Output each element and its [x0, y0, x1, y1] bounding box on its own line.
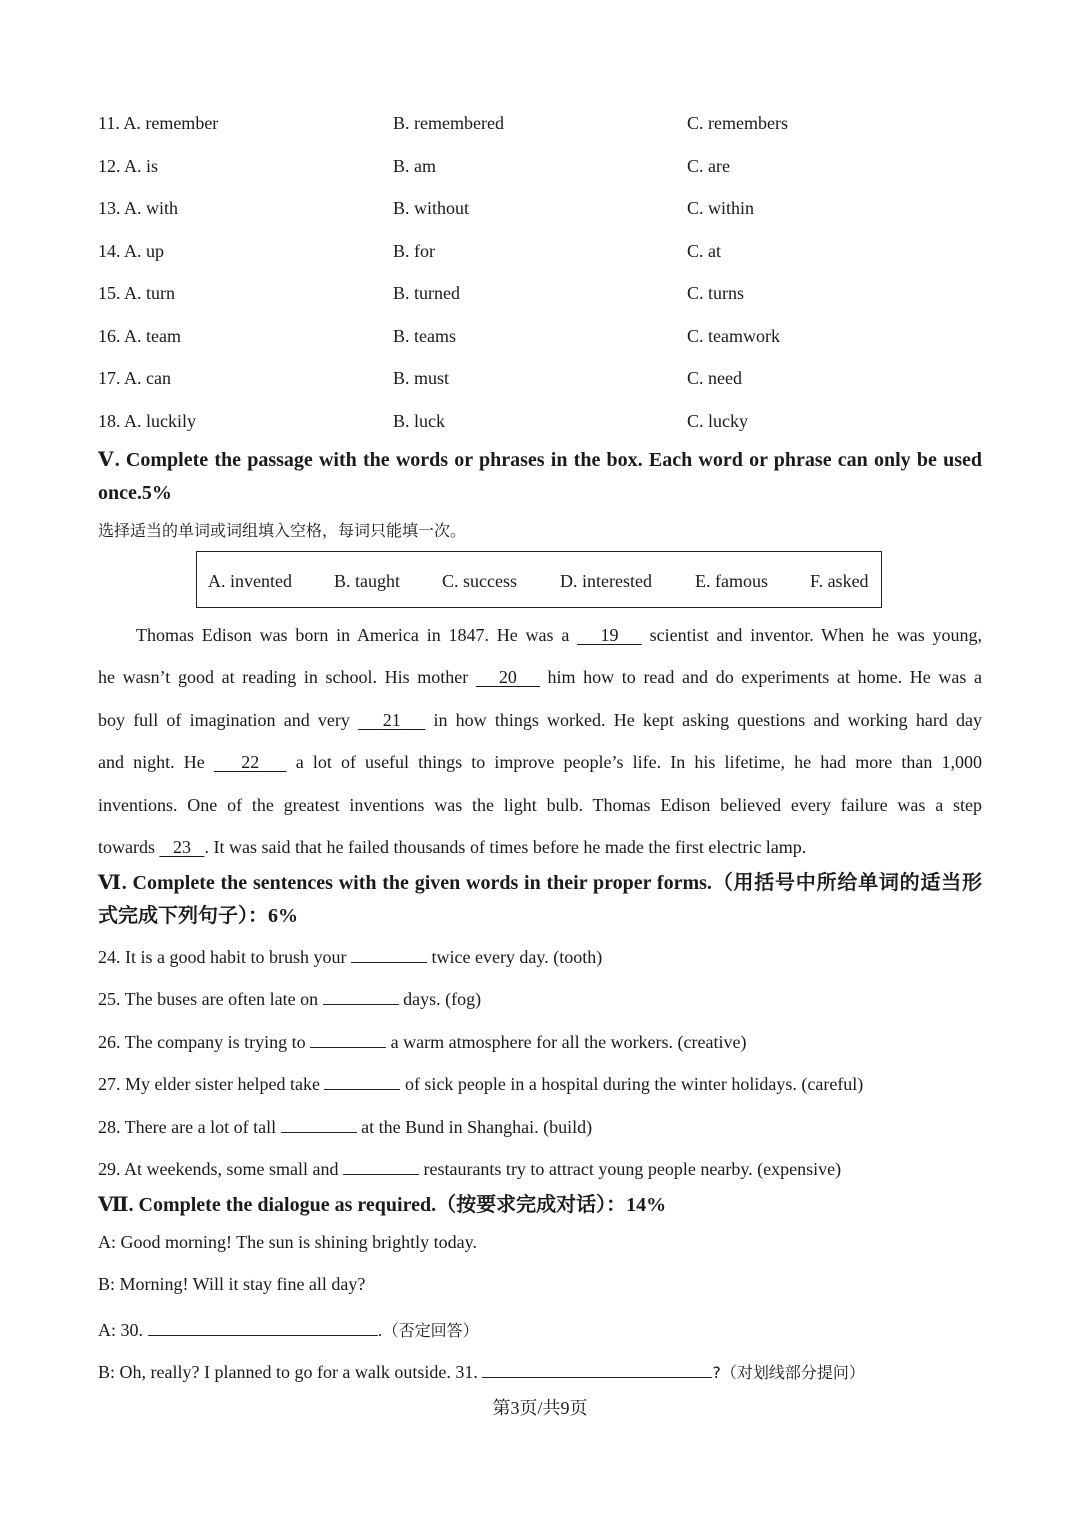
option-c: C. teamwork [687, 326, 780, 346]
word-option: B. taught [334, 571, 400, 591]
section-5-heading: Ⅴ. Complete the passage with the words or phrases in the box. Each word or phrase can only be used once.5% [98, 449, 982, 504]
passage-line: Thomas Edison was born in America in 1847. He was a 19 scientist and inventor. When he was young, [136, 625, 983, 645]
option-row [98, 156, 998, 182]
passage-line: and night. He 22 a lot of useful things to improve people’s life. In his lifetime, he had more than 1,000 [98, 752, 983, 772]
passage-line: inventions. One of the greatest inventions was the light bulb. Thomas Edison believed every failure was a step [98, 795, 982, 815]
sentence-item: 29. At weekends, some small and restaurants try to attract young people nearby. (expensive) [98, 1156, 841, 1180]
answer-blank[interactable] [323, 986, 399, 1005]
blank-23[interactable]: 23 [173, 837, 191, 857]
option-b: B. for [393, 241, 435, 261]
option-c: C. turns [687, 283, 745, 303]
option-row [98, 113, 998, 139]
option-b: B. teams [393, 326, 456, 346]
page-footer: 第3页/共9页 [492, 1398, 588, 1418]
option-row [98, 241, 998, 267]
blank-22[interactable]: 22 [241, 752, 260, 772]
blank-21[interactable]: 21 [382, 710, 401, 730]
answer-blank[interactable] [343, 1156, 419, 1175]
answer-blank[interactable] [281, 1114, 357, 1133]
option-row [98, 368, 998, 394]
word-option: E. famous [695, 571, 768, 591]
passage-line: boy full of imagination and very 21 in how things worked. He kept asking questions and working hard day [98, 710, 982, 730]
answer-blank[interactable] [310, 1029, 386, 1048]
sentence-item: 28. There are a lot of tall at the Bund in Shanghai. (build) [98, 1114, 592, 1138]
option-c: C. are [687, 156, 730, 176]
section-7-heading: Ⅶ. Complete the dialogue as required.（按要求完成对话）：14% [98, 1194, 667, 1216]
option-row [98, 411, 998, 437]
passage-line: towards 23 . It was said that he failed thousands of times before he made the first electric lamp. [98, 837, 807, 857]
option-a: 13. A. with [98, 198, 179, 218]
option-a: 16. A. team [98, 326, 181, 346]
word-option: A. invented [208, 571, 292, 591]
option-c: C. need [687, 368, 742, 388]
option-row [98, 326, 998, 352]
option-a: 18. A. luckily [98, 411, 196, 431]
dialogue-line: B: Oh, really? I planned to go for a walk outside. 31. ?（对划线部分提问） [98, 1359, 865, 1383]
option-a: 11. A. remember [98, 113, 219, 133]
option-b: B. luck [393, 411, 445, 431]
passage-line: he wasn’t good at reading in school. His mother 20 him how to read and do experiments at home. He was a [98, 667, 983, 687]
word-option: F. asked [810, 571, 869, 591]
option-c: C. within [687, 198, 755, 218]
blank-19[interactable]: 19 [600, 625, 619, 645]
dialogue-line: B: Morning! Will it stay fine all day? [98, 1274, 366, 1294]
option-b: B. turned [393, 283, 460, 303]
answer-blank[interactable] [351, 944, 427, 963]
option-b: B. without [393, 198, 470, 218]
sentence-item: 26. The company is trying to a warm atmosphere for all the workers. (creative) [98, 1029, 747, 1053]
option-a: 14. A. up [98, 241, 165, 261]
option-c: C. remembers [687, 113, 788, 133]
answer-blank-30[interactable] [148, 1317, 378, 1336]
answer-blank[interactable] [324, 1071, 400, 1090]
option-b: B. remembered [393, 113, 504, 133]
word-option: C. success [442, 571, 517, 591]
sentence-item: 24. It is a good habit to brush your twice every day. (tooth) [98, 944, 602, 968]
blank-20[interactable]: 20 [498, 667, 517, 687]
dialogue-line: A: 30. .（否定回答） [98, 1317, 479, 1341]
option-c: C. lucky [687, 411, 748, 431]
section-5-note: 选择适当的单词或词组填入空格，每词只能填一次。 [98, 521, 467, 540]
answer-blank-31[interactable] [482, 1359, 712, 1378]
sentence-item: 27. My elder sister helped take of sick people in a hospital during the winter holidays. (careful) [98, 1071, 863, 1095]
section-6-heading: Ⅵ. Complete the sentences with the given words in their proper forms.（用括号中所给单词的适当形式完成下列句子）：6% [98, 872, 982, 927]
dialogue-line: A: Good morning! The sun is shining brightly today. [98, 1232, 477, 1252]
sentence-item: 25. The buses are often late on days. (fog) [98, 986, 481, 1010]
option-a: 12. A. is [98, 156, 159, 176]
option-c: C. at [687, 241, 721, 261]
option-row [98, 198, 998, 224]
word-option: D. interested [560, 571, 652, 591]
option-b: B. am [393, 156, 436, 176]
option-a: 15. A. turn [98, 283, 176, 303]
option-a: 17. A. can [98, 368, 171, 388]
option-b: B. must [393, 368, 450, 388]
word-box [196, 551, 882, 608]
option-row [98, 283, 998, 309]
